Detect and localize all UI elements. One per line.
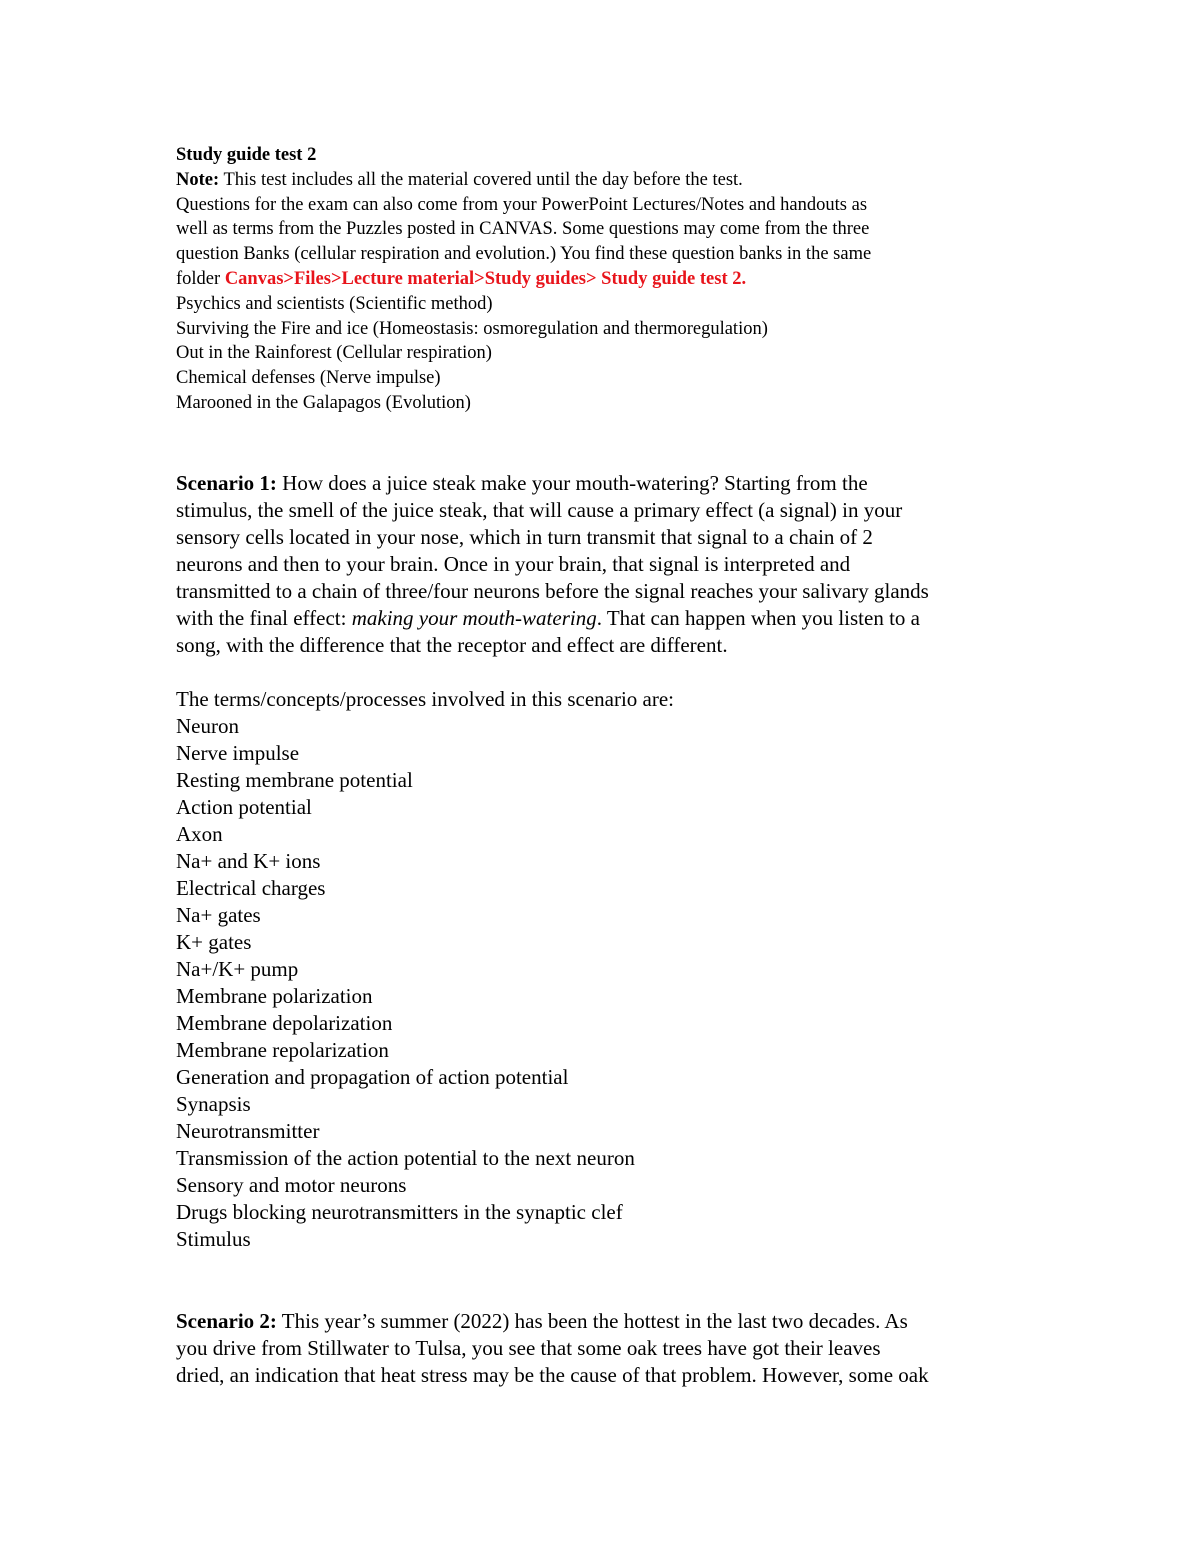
scenario-2-line: Scenario 2: This year’s summer (2022) has been the hottest in the last two decades. As <box>176 1309 908 1333</box>
term-item: Membrane repolarization <box>176 1038 389 1062</box>
puzzle-item: Surviving the Fire and ice (Homeostasis: osmoregulation and thermoregulation) <box>176 318 768 339</box>
folder-path: Canvas>Files>Lecture material>Study guides> Study guide test 2. <box>224 268 747 289</box>
intro-line: Questions for the exam can also come from your PowerPoint Lectures/Notes and handouts as <box>176 194 868 215</box>
intro-line: well as terms from the Puzzles posted in CANVAS. Some questions may come from the three <box>176 219 870 240</box>
term-item: Na+/K+ pump <box>176 957 299 981</box>
scenario-2-label: Scenario 2: <box>176 1309 277 1333</box>
puzzle-item: Psychics and scientists (Scientific method) <box>176 293 493 314</box>
italic-phrase: making your mouth-watering <box>351 606 597 630</box>
page-title: Study guide test 2 <box>176 145 317 165</box>
term-item: Neurotransmitter <box>176 1119 320 1143</box>
scenario-2-line: you drive from Stillwater to Tulsa, you see that some oak trees have got their leaves <box>176 1336 881 1360</box>
term-item: Drugs blocking neurotransmitters in the synaptic clef <box>176 1200 623 1224</box>
scenario-1-line: with the final effect: making your mouth-watering. That can happen when you listen to a <box>176 606 920 630</box>
term-item: Stimulus <box>176 1227 251 1251</box>
term-item: K+ gates <box>176 930 252 954</box>
terms-list <box>176 686 1036 1253</box>
term-item: Transmission of the action potential to the next neuron <box>176 1146 635 1170</box>
term-item: Membrane depolarization <box>176 1011 393 1035</box>
scenario-1-label: Scenario 1: <box>176 471 277 495</box>
puzzle-item: Marooned in the Galapagos (Evolution) <box>176 392 471 413</box>
term-item: Synapsis <box>176 1092 251 1116</box>
scenario-1-line: neurons and then to your brain. Once in your brain, that signal is interpreted and <box>176 552 851 576</box>
term-item: Neuron <box>176 714 239 738</box>
term-item: Sensory and motor neurons <box>176 1173 407 1197</box>
term-item: Na+ gates <box>176 903 261 927</box>
term-item: Electrical charges <box>176 876 326 900</box>
term-item: Nerve impulse <box>176 741 300 765</box>
scenario-1-line: Scenario 1: How does a juice steak make your mouth-watering? Starting from the <box>176 471 868 495</box>
term-item: Axon <box>176 822 223 846</box>
study-guide-header <box>176 143 1036 416</box>
terms-intro: The terms/concepts/processes involved in this scenario are: <box>176 687 675 711</box>
note-label: Note: <box>176 169 220 190</box>
term-item: Resting membrane potential <box>176 768 413 792</box>
folder-line <box>176 267 1036 292</box>
scenario-1-line: song, with the difference that the receptor and effect are different. <box>176 633 728 657</box>
intro-line: question Banks (cellular respiration and evolution.) You find these question banks in the same <box>176 244 872 265</box>
note-line <box>176 168 1036 193</box>
scenario-2-line: dried, an indication that heat stress may be the cause of that problem. However, some oak <box>176 1363 929 1387</box>
scenario-1-paragraph <box>176 470 1036 659</box>
folder-prefix: folder <box>176 268 225 289</box>
scenario-1-line: transmitted to a chain of three/four neurons before the signal reaches your salivary glands <box>176 579 929 603</box>
note-text: This test includes all the material covered until the day before the test. <box>219 169 743 190</box>
term-item: Na+ and K+ ions <box>176 849 321 873</box>
scenario-2-paragraph <box>176 1308 1036 1389</box>
puzzle-item: Chemical defenses (Nerve impulse) <box>176 368 441 389</box>
term-item: Membrane polarization <box>176 984 373 1008</box>
term-item: Action potential <box>176 795 312 819</box>
term-item: Generation and propagation of action potential <box>176 1065 569 1089</box>
puzzle-item: Out in the Rainforest (Cellular respiration) <box>176 343 492 364</box>
scenario-1-line: stimulus, the smell of the juice steak, that will cause a primary effect (a signal) in your <box>176 498 903 522</box>
scenario-1-line: sensory cells located in your nose, which in turn transmit that signal to a chain of 2 <box>176 525 873 549</box>
